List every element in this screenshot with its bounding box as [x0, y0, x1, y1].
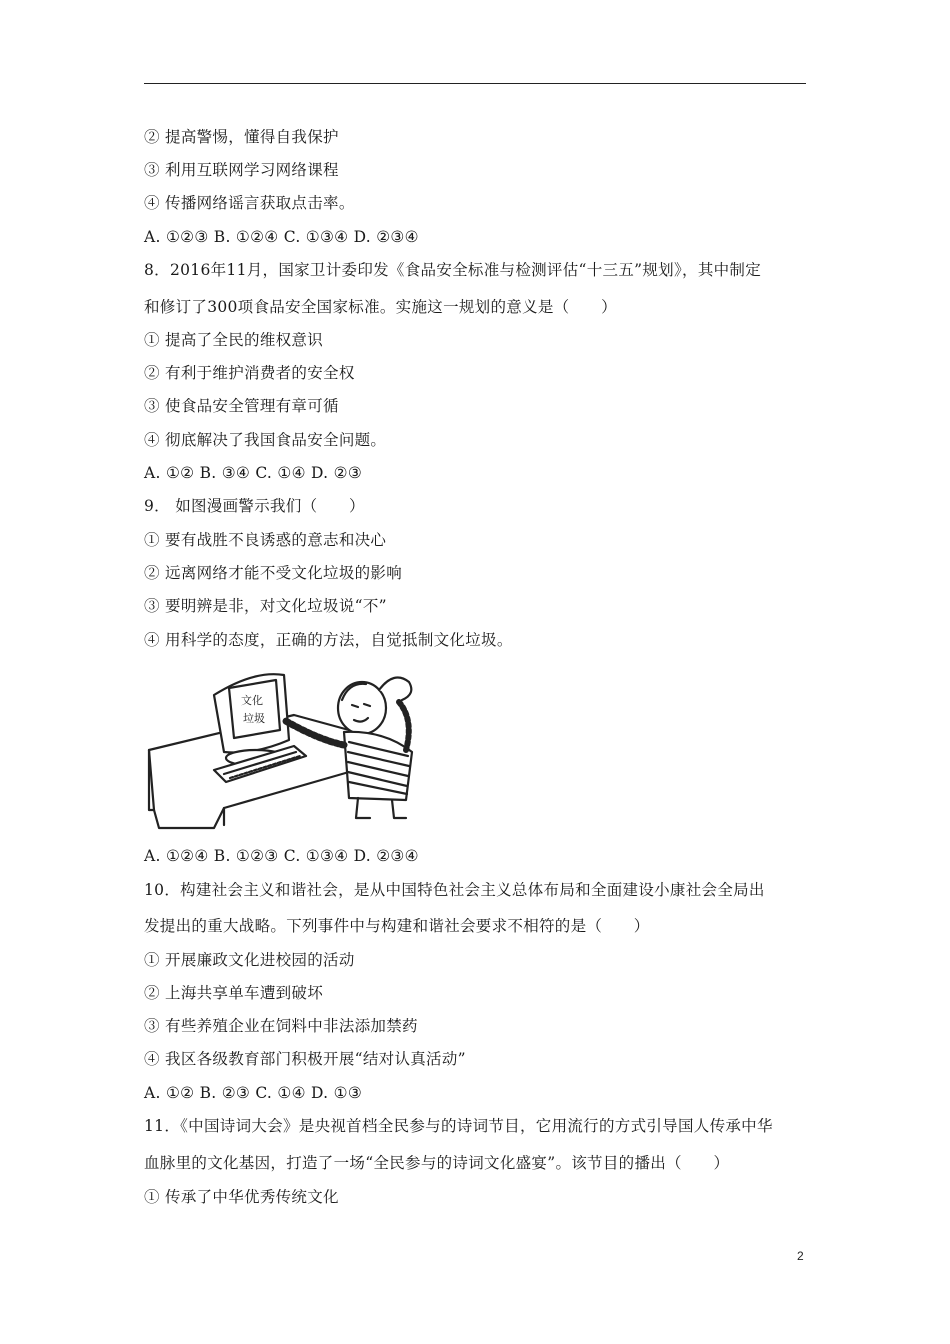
option-line: ② 有利于维护消费者的安全权	[144, 364, 355, 382]
option-line: ① 传承了中华优秀传统文化	[144, 1188, 339, 1206]
option-line: ① 要有战胜不良诱惑的意志和决心	[144, 531, 387, 549]
question-9-text: 9． 如图漫画警示我们（ ）	[144, 497, 365, 515]
answer-choices: A. ①② B. ②③ C. ①④ D. ①③	[144, 1084, 363, 1102]
page-number: 2	[797, 1249, 804, 1263]
option-line: ② 提高警惕，懂得自我保护	[144, 128, 339, 146]
cartoon-illustration	[144, 660, 440, 832]
option-line: ④ 用科学的态度，正确的方法，自觉抵制文化垃圾。	[144, 631, 513, 649]
question-8-text: 8．2016年11月，国家卫计委印发《食品安全标准与检测评估“十三五”规划》，其中制定	[144, 261, 762, 279]
option-line: ③ 要明辨是非，对文化垃圾说“不”	[144, 597, 387, 615]
question-10-text: 发提出的重大战略。下列事件中与构建和谐社会要求不相符的是（ ）	[144, 917, 650, 935]
question-8-text: 和修订了300项食品安全国家标准。实施这一规划的意义是（ ）	[144, 298, 617, 316]
option-line: ③ 使食品安全管理有章可循	[144, 397, 339, 415]
option-line: ④ 传播网络谣言获取点击率。	[144, 194, 355, 212]
option-line: ② 远离网络才能不受文化垃圾的影响	[144, 564, 403, 582]
answer-choices: A. ①②④ B. ①②③ C. ①③④ D. ②③④	[144, 847, 419, 865]
question-10-text: 10．构建社会主义和谐社会，是从中国特色社会主义总体布局和全面建设小康社会全局出	[144, 881, 765, 899]
header-rule	[144, 83, 806, 84]
option-line: ② 上海共享单车遭到破坏	[144, 984, 324, 1002]
option-line: ④ 我区各级教育部门积极开展“结对认真活动”	[144, 1050, 466, 1068]
option-line: ① 开展廉政文化进校园的活动	[144, 951, 355, 969]
option-line: ③ 利用互联网学习网络课程	[144, 161, 339, 179]
cartoon-screen-text-1: 文化	[241, 694, 263, 707]
question-11-text: 血脉里的文化基因，打造了一场“全民参与的诗词文化盛宴”。该节目的播出（ ）	[144, 1154, 730, 1172]
answer-choices: A. ①②③ B. ①②④ C. ①③④ D. ②③④	[144, 228, 419, 246]
option-line: ④ 彻底解决了我国食品安全问题。	[144, 431, 387, 449]
option-line: ③ 有些养殖企业在饲料中非法添加禁药	[144, 1017, 418, 1035]
question-11-text: 11．《中国诗词大会》是央视首档全民参与的诗词节目，它用流行的方式引导国人传承中华	[144, 1117, 773, 1135]
answer-choices: A. ①② B. ③④ C. ①④ D. ②③	[144, 464, 363, 482]
option-line: ① 提高了全民的维权意识	[144, 331, 324, 349]
cartoon-screen-text-2: 垃圾	[243, 712, 265, 725]
